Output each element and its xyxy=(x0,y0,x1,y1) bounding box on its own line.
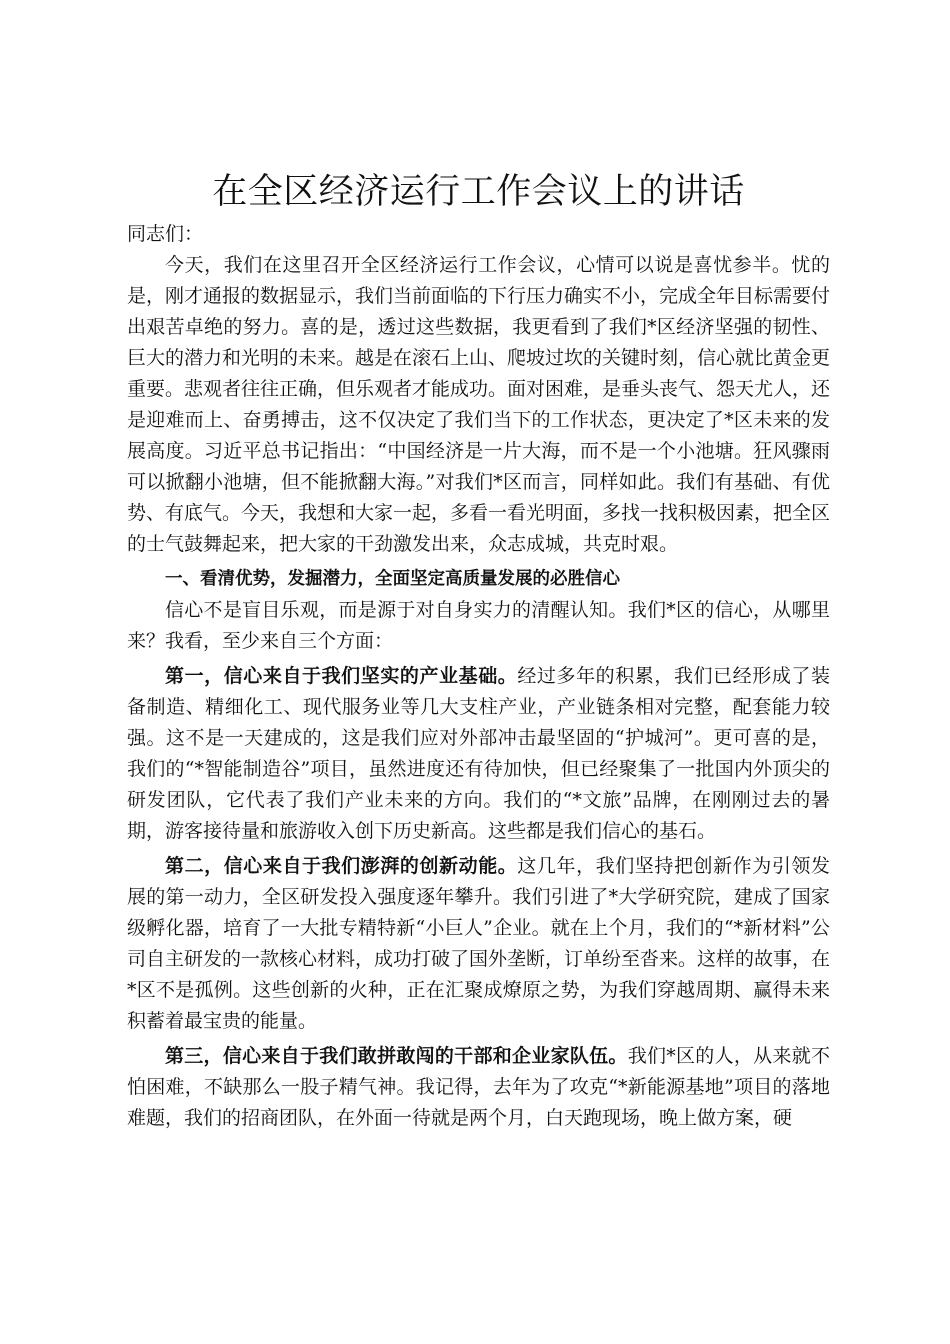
salutation: 同志们： xyxy=(127,223,204,245)
section-heading-1: 一、看清优势，发掘潜力，全面坚定高质量发展的必胜信心 xyxy=(165,569,620,589)
document-page xyxy=(127,168,830,1134)
point-3-paragraph xyxy=(127,1041,830,1134)
point-1-lead: 第一，信心来自于我们坚实的产业基础。 xyxy=(165,665,518,687)
point-2-lead: 第二，信心来自于我们澎湃的创新动能。 xyxy=(165,855,518,877)
point-1-body: 经过多年的积累，我们已经形成了装备制造、精细化工、现代服务业等几大支柱产业，产业链条相对完整，配套能力较强。这不是一天建成的，这是我们应对外部冲击最坚固的“护城河”。更可喜的是，我们的“*智能制造谷”项目，虽然进度还有待加快，但已经聚集了一批国内外顶尖的研发团队，它代表了我们产业未来的方向。我们的“*文旅”品牌，在刚刚过去的暑期，游客接待量和旅游收入创下历史新高。这些都是我们信心的基石。 xyxy=(127,665,830,842)
point-3-lead: 第三，信心来自于我们敢拼敢闯的干部和企业家队伍。 xyxy=(165,1045,628,1067)
document-title: 在全区经济运行工作会议上的讲话 xyxy=(212,172,745,212)
intro-paragraph: 今天，我们在这里召开全区经济运行工作会议，心情可以说是喜忧参半。忧的是，刚才通报的数据显示，我们当前面临的下行压力确实不小，完成全年目标需要付出艰苦卓绝的努力。喜的是，透过这些数据，我更看到了我们*区经济坚强的韧性、巨大的潜力和光明的未来。越是在滚石上山、爬坡过坎的关键时刻，信心就比黄金更重要。悲观者往往正确，但乐观者才能成功。面对困难，是垂头丧气、怨天尤人，还是迎难而上、奋勇搏击，这不仅决定了我们当下的工作状态，更决定了*区未来的发展高度。习近平总书记指出：“中国经济是一片大海，而不是一个小池塘。狂风骤雨可以掀翻小池塘，但不能掀翻大海。”对我们*区而言，同样如此。我们有基础、有优势、有底气。今天，我想和大家一起，多看一看光明面，多找一找积极因素，把全区的士气鼓舞起来，把大家的干劲激发出来，众志成城，共克时艰。 xyxy=(127,254,831,555)
point-2-body: 这几年，我们坚持把创新作为引领发展的第一动力，全区研发投入强度逐年攀升。我们引进了*大学研究院，建成了国家级孵化器，培育了一大批专精特新“小巨人”企业。就在上个月，我们的“*新材料”公司自主研发的一款核心材料，成功打破了国外垄断，订单纷至沓来。这样的故事，在*区不是孤例。这些创新的火种，正在汇聚成燎原之势，为我们穿越周期、赢得未来积蓄着最宝贵的能量。 xyxy=(127,855,831,1032)
point-2-paragraph xyxy=(127,851,830,1037)
section1-intro-paragraph: 信心不是盲目乐观，而是源于对自身实力的清醒认知。我们*区的信心，从哪里来？我看，至少来自三个方面： xyxy=(127,599,830,652)
point-1-paragraph xyxy=(127,661,830,847)
point-3-body: 我们*区的人，从来就不怕困难，不缺那么一股子精气神。我记得，去年为了攻克“*新能源基地”项目的落地难题，我们的招商团队，在外面一待就是两个月，白天跑现场，晚上做方案，硬 xyxy=(127,1045,830,1129)
